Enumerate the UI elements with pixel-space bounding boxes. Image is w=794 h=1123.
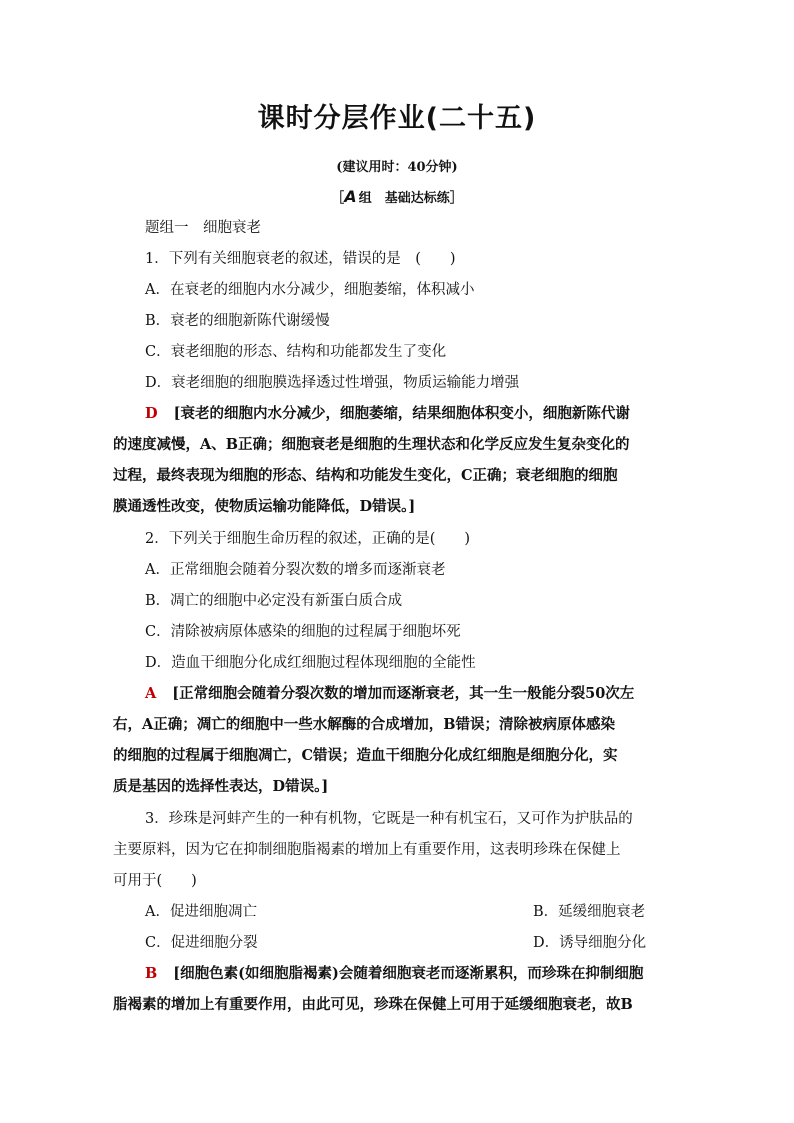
time-hint: (建议用时：40分钟) — [336, 160, 458, 175]
q3-answer: B — [145, 965, 158, 982]
q3-option-c: C．促进细胞分裂 — [145, 935, 258, 951]
q1-stem: 1．下列有关细胞衰老的叙述，错误的是 ( ) — [145, 251, 456, 267]
group-label: 组 基础达标练 — [358, 191, 450, 206]
q2-answer: A — [145, 685, 157, 702]
q2-option-b: B．凋亡的细胞中必定没有新蛋白质合成 — [145, 593, 403, 609]
section-heading: 题组一 细胞衰老 — [145, 220, 261, 236]
q2-explanation-line2: 右，A正确；凋亡的细胞中一些水解酶的合成增加，B错误；清除被病原体感染 — [113, 716, 616, 733]
q3-stem-line3: 可用于( ) — [113, 873, 197, 889]
q1-option-c: C．衰老细胞的形态、结构和功能都发生了变化 — [145, 344, 447, 360]
group-badge-a: A — [344, 187, 357, 206]
q2-explanation-line4: 质是基因的选择性表达，D错误。] — [113, 778, 329, 795]
q3-options-row1 — [145, 902, 715, 922]
q3-option-b: B．延缓细胞衰老 — [533, 904, 646, 920]
group-bracket-left: ［ — [331, 191, 345, 206]
q2-stem: 2．下列关于细胞生命历程的叙述，正确的是( ) — [145, 531, 471, 547]
group-header — [0, 187, 794, 206]
q3-option-a: A．促进细胞凋亡 — [145, 904, 257, 920]
q1-explanation-line4: 膜通透性改变，使物质运输功能降低，D错误。] — [113, 498, 416, 515]
q1-explanation-line3: 过程，最终表现为细胞的形态、结构和功能发生变化，C正确；衰老细胞的细胞 — [113, 467, 618, 484]
q3-option-d: D．诱导细胞分化 — [533, 935, 647, 951]
q2-option-c: C．清除被病原体感染的细胞的过程属于细胞坏死 — [145, 624, 461, 640]
q1-option-d: D．衰老细胞的细胞膜选择透过性增强，物质运输能力增强 — [145, 375, 520, 391]
q3-stem-line2: 主要原料，因为它在抑制细胞脂褐素的增加上有重要作用，这表明珍珠在保健上 — [113, 842, 621, 858]
q3-explanation-line1: B [细胞色素(如细胞脂褐素)会随着细胞衰老而逐渐累积，而珍珠在抑制细胞 — [145, 965, 644, 982]
q1-explanation-line1: D [衰老的细胞内水分减少，细胞萎缩，结果细胞体积变小，细胞新陈代谢 — [145, 405, 630, 422]
q3-explanation-line2: 脂褐素的增加上有重要作用，由此可见，珍珠在保健上可用于延缓细胞衰老，故B — [113, 996, 633, 1013]
page-title: 课时分层作业(二十五) — [257, 103, 537, 134]
q3-options-row2 — [145, 933, 715, 953]
q3-stem-line1: 3．珍珠是河蚌产生的一种有机物，它既是一种有机宝石，又可作为护肤品的 — [145, 811, 633, 827]
q1-option-b: B．衰老的细胞新陈代谢缓慢 — [145, 313, 330, 329]
group-bracket-right: ］ — [449, 191, 463, 206]
q1-explanation-line2: 的速度减慢，A、B正确；细胞衰老是细胞的生理状态和化学反应发生复杂变化的 — [113, 436, 630, 453]
q2-option-d: D．造血干细胞分化成红细胞过程体现细胞的全能性 — [145, 655, 476, 671]
q1-option-a: A．在衰老的细胞内水分减少，细胞萎缩，体积减小 — [145, 282, 475, 298]
q1-answer: D — [145, 405, 158, 422]
q2-explanation-line1: A [正常细胞会随着分裂次数的增加而逐渐衰老，其一生一般能分裂50次左 — [145, 685, 635, 702]
q2-option-a: A．正常细胞会随着分裂次数的增多而逐渐衰老 — [145, 562, 446, 578]
q2-explanation-line3: 的细胞的过程属于细胞凋亡，C错误；造血干细胞分化成红细胞是细胞分化，实 — [113, 747, 618, 764]
